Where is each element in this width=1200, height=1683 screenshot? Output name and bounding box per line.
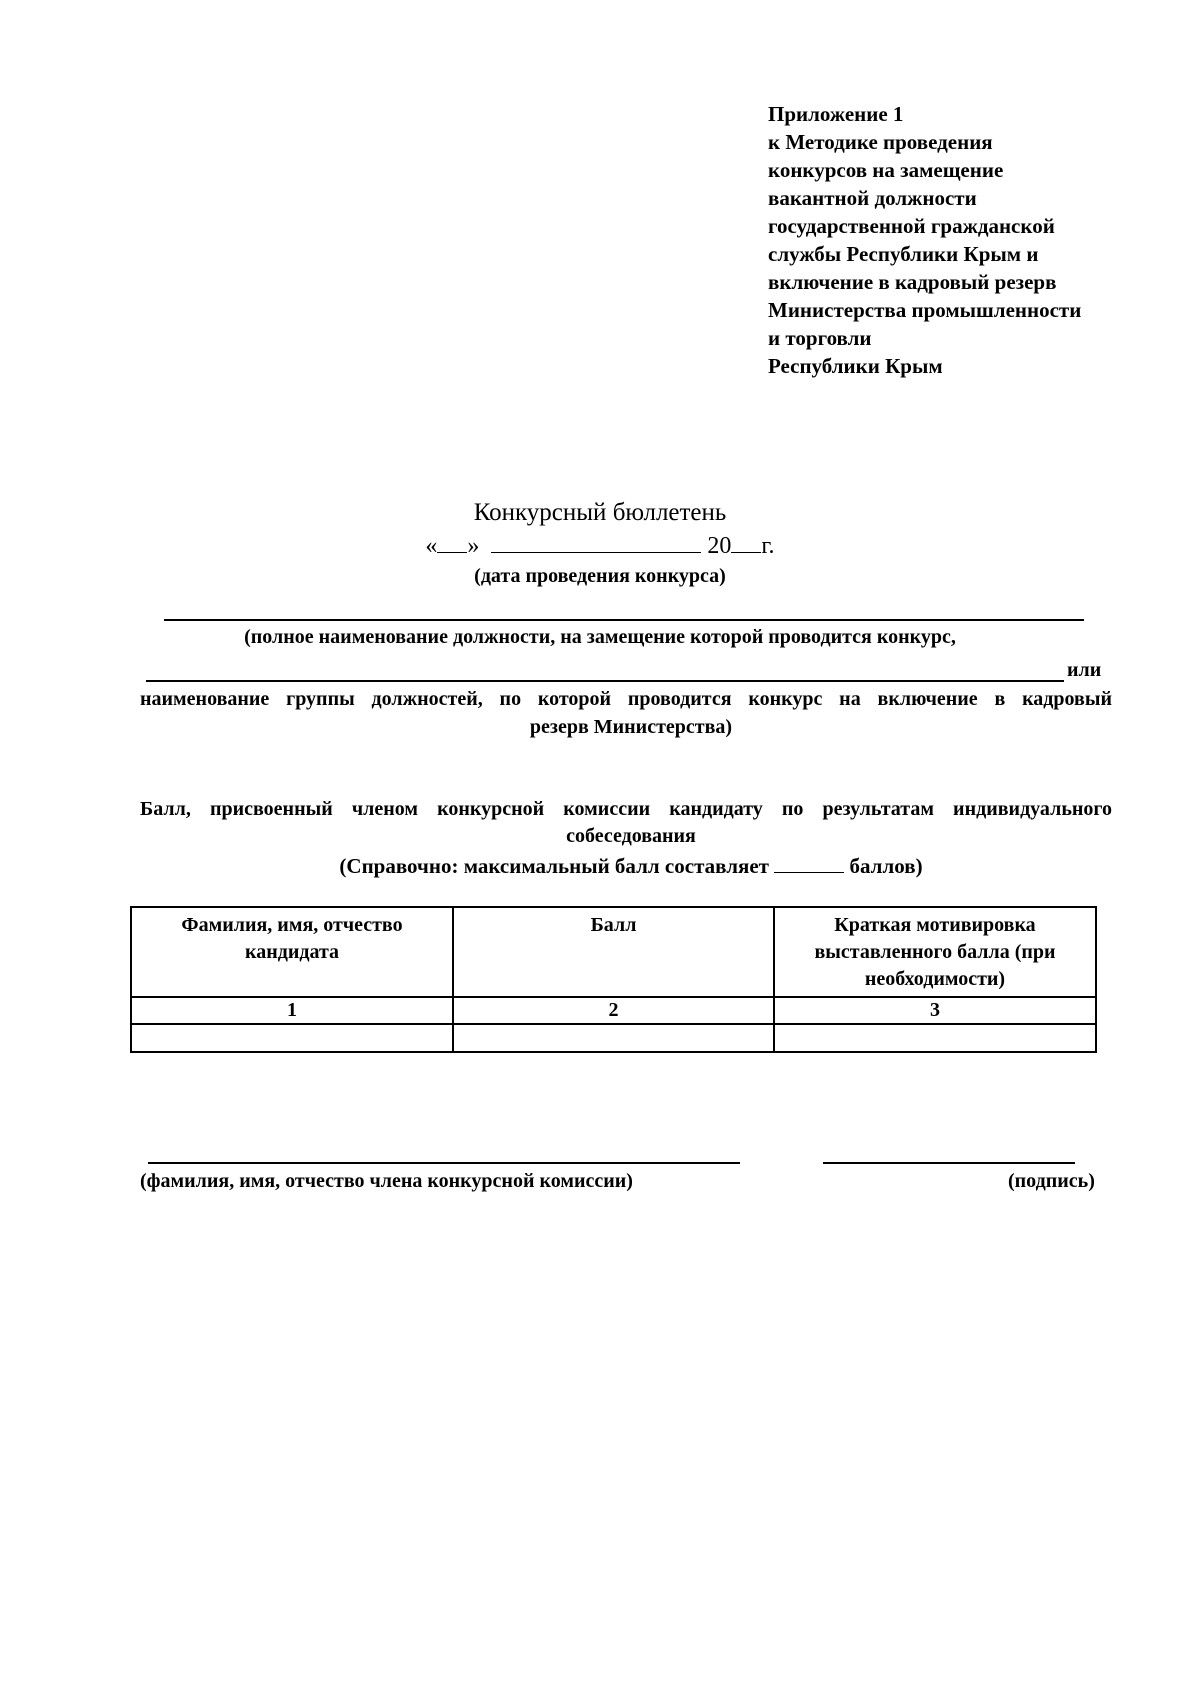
max-score-suffix: баллов) [849, 854, 923, 878]
max-score-blank [774, 852, 844, 873]
appendix-line: включение в кадровый резерв [768, 270, 1057, 294]
column-number: 2 [453, 997, 774, 1024]
header-score: Балл [453, 907, 774, 997]
appendix-line: к Методике проведения [768, 130, 993, 154]
or-word: или [1067, 659, 1102, 681]
table-header-row [131, 907, 1096, 997]
member-name-line [148, 1162, 740, 1164]
document-title: Конкурсный бюллетень [473, 499, 727, 526]
header-candidate-name: Фамилия, имя, отчество кандидата [131, 907, 453, 997]
score-table [130, 906, 1097, 1053]
position-blank-line-1 [164, 619, 1084, 621]
appendix-line: Министерства промышленности [768, 298, 1082, 322]
column-number: 1 [131, 997, 453, 1024]
appendix-line: вакантной должности [768, 186, 977, 210]
member-name-caption: (фамилия, имя, отчество члена конкурсной комиссии) [140, 1170, 633, 1192]
appendix-line: конкурсов на замещение [768, 158, 1004, 182]
date-line [0, 530, 1200, 561]
date-caption: (дата проведения конкурса) [474, 565, 726, 587]
empty-cell [453, 1024, 774, 1052]
signature-caption: (подпись) [1008, 1170, 1095, 1192]
table-row [131, 1024, 1096, 1052]
signature-line [823, 1162, 1075, 1164]
month-blank [491, 530, 701, 553]
appendix-line: Республики Крым [768, 354, 943, 378]
max-score-prefix: (Справочно: максимальный балл составляет [339, 854, 769, 878]
appendix-line: Приложение 1 [768, 102, 904, 126]
empty-cell [774, 1024, 1096, 1052]
position-caption-line-2: наименование группы должностей, по которой проводится конкурс на включение в кадровый [140, 688, 1112, 710]
appendix-line: службы Республики Крым и [768, 242, 1039, 266]
appendix-block [768, 100, 1128, 380]
position-caption-line-1: (полное наименование должности, на замещение которой проводится конкурс, [244, 626, 956, 648]
empty-cell [131, 1024, 453, 1052]
year-blank [731, 530, 761, 553]
year-prefix: 20 [707, 533, 732, 559]
open-quote: « [425, 533, 438, 559]
score-text-line-3 [0, 852, 1200, 880]
score-text-line-2: собеседования [566, 825, 696, 847]
column-number: 3 [774, 997, 1096, 1024]
table-number-row [131, 997, 1096, 1024]
position-blank-line-2 [146, 680, 1064, 682]
header-motivation: Краткая мотивировка выставленного балла (при необходимости) [774, 907, 1096, 997]
appendix-line: государственной гражданской [768, 214, 1055, 238]
close-quote: » [467, 533, 480, 559]
score-text-line-1: Балл, присвоенный членом конкурсной комиссии кандидату по результатам индивидуального [140, 798, 1112, 820]
appendix-line: и торговли [768, 326, 872, 350]
year-suffix: г. [761, 533, 775, 559]
day-blank [437, 530, 467, 553]
position-caption-line-3: резерв Министерства) [529, 716, 733, 738]
